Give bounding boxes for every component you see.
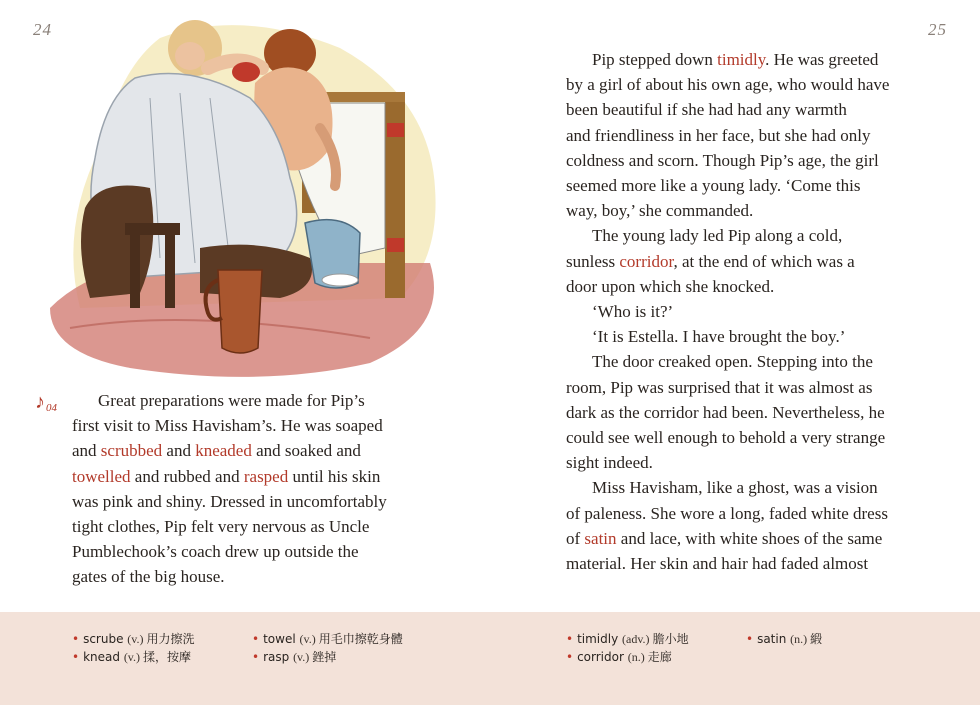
- vocabulary-word: satin: [584, 528, 617, 548]
- text-run: and lace, with white shoes of the same: [616, 528, 883, 548]
- page-number-left: 24: [33, 20, 52, 39]
- vocabulary-word: towelled: [72, 466, 131, 486]
- text-run: Great preparations were made for Pip’s: [98, 391, 365, 410]
- glossary-word: corridor: [577, 650, 628, 664]
- text-line: [566, 501, 916, 526]
- vocabulary-word: corridor: [619, 251, 674, 271]
- text-run: and: [162, 441, 196, 461]
- text-line: [566, 72, 916, 97]
- vocabulary-word: scrubbed: [100, 441, 163, 461]
- text-run: door upon which she knocked.: [566, 276, 775, 296]
- text-run: by a girl of about his own age, who would have: [566, 75, 890, 95]
- glossary-meaning: 用毛巾擦乾身體: [318, 632, 403, 646]
- text-line: [566, 425, 916, 450]
- vocabulary-word: timidly: [717, 50, 766, 69]
- paragraph: [566, 349, 916, 475]
- audio-track-icon[interactable]: $♪_{04}$: [35, 391, 57, 414]
- text-line: [566, 400, 916, 425]
- paragraph: [566, 223, 916, 299]
- text-run: material. Her skin and hair had faded almost: [566, 554, 869, 574]
- text-line: [566, 249, 916, 274]
- glossary-meaning: 緞: [810, 632, 823, 646]
- left-page-text: [72, 388, 417, 590]
- text-run: The door creaked open. Stepping into the: [592, 352, 873, 372]
- text-run: tight clothes, Pip felt very nervous as Uncle: [72, 517, 370, 537]
- vocabulary-word: kneaded: [195, 441, 252, 461]
- text-line: [566, 223, 916, 248]
- text-line: [566, 148, 916, 173]
- bullet-icon: •: [72, 650, 80, 664]
- audio-track-number: 04: [46, 402, 57, 414]
- bullet-icon: •: [566, 650, 574, 664]
- text-line: [566, 299, 916, 324]
- text-run: ‘It is Estella. I have brought the boy.’: [592, 327, 846, 347]
- text-run: of: [566, 528, 585, 548]
- text-line: [566, 173, 916, 198]
- text-run: sunless: [566, 251, 620, 271]
- vocabulary-glossary: [0, 612, 980, 705]
- text-line: [72, 514, 417, 539]
- text-line: [72, 489, 417, 514]
- paragraph: [566, 47, 916, 223]
- text-line: [72, 464, 417, 489]
- glossary-part-of-speech: (n.): [627, 650, 648, 664]
- paragraph: [566, 299, 916, 324]
- glossary-part-of-speech: (v.): [299, 632, 319, 646]
- text-line: [72, 564, 417, 589]
- bullet-icon: •: [566, 632, 574, 646]
- glossary-part-of-speech: (adv.): [622, 632, 653, 646]
- text-run: Miss Havisham, like a ghost, was a vision: [592, 478, 878, 498]
- text-line: [566, 375, 916, 400]
- bullet-icon: •: [252, 632, 260, 646]
- text-run: until his skin: [288, 466, 381, 486]
- text-run: and: [72, 441, 101, 461]
- text-line: [566, 274, 916, 299]
- glossary-meaning: 銼掉: [312, 650, 337, 664]
- text-run: was pink and shiny. Dressed in uncomfortably: [72, 491, 387, 511]
- glossary-part-of-speech: (v.): [127, 632, 147, 646]
- glossary-entry: [566, 648, 672, 665]
- glossary-meaning: 用力擦洗: [146, 632, 195, 646]
- right-page-text: [566, 47, 916, 576]
- glossary-part-of-speech: (v.): [123, 650, 144, 664]
- text-line: [566, 349, 916, 374]
- text-line: [72, 438, 417, 463]
- paragraph: [566, 324, 916, 349]
- bullet-icon: •: [72, 632, 80, 646]
- glossary-word: timidly: [577, 632, 623, 646]
- bullet-icon: •: [746, 632, 754, 646]
- paragraph: [566, 475, 916, 576]
- text-line: [566, 526, 916, 551]
- text-run: could see well enough to behold a very strange: [566, 428, 886, 448]
- text-run: The young lady led Pip along a cold,: [592, 226, 843, 246]
- text-run: sight indeed.: [566, 453, 653, 473]
- text-line: [566, 324, 916, 349]
- text-line: [566, 198, 916, 223]
- glossary-entry: [72, 630, 195, 647]
- text-run: of paleness. She wore a long, faded white dress: [566, 503, 888, 523]
- text-line: [566, 97, 916, 122]
- text-run: seemed more like a young lady. ‘Come this: [566, 176, 861, 196]
- vocabulary-word: rasped: [243, 466, 289, 486]
- glossary-part-of-speech: (v.): [293, 650, 313, 664]
- text-run: Pip stepped down: [592, 50, 718, 69]
- text-line: [72, 539, 417, 564]
- text-line: [566, 123, 916, 148]
- text-run: gates of the big house.: [72, 567, 225, 587]
- text-run: Pumblechook’s coach drew up outside the: [72, 542, 359, 562]
- text-line: [72, 413, 417, 438]
- story-illustration: [40, 8, 440, 383]
- text-line: [566, 475, 916, 500]
- text-run: ‘Who is it?’: [592, 302, 674, 322]
- text-run: way, boy,’ she commanded.: [566, 201, 754, 221]
- glossary-entry: [566, 630, 689, 647]
- glossary-word: towel: [263, 632, 300, 646]
- glossary-word: satin: [757, 632, 791, 646]
- text-run: and rubbed and: [130, 466, 244, 486]
- glossary-meaning: 膽小地: [652, 632, 689, 646]
- text-run: , at the end of which was a: [673, 251, 855, 271]
- text-run: first visit to Miss Havisham’s. He was soaped: [72, 416, 383, 436]
- text-run: coldness and scorn. Though Pip’s age, the girl: [566, 150, 879, 170]
- text-line: [566, 450, 916, 475]
- glossary-entry: [252, 648, 336, 665]
- text-run: and friendliness in her face, but she had only: [566, 125, 871, 145]
- text-run: dark as the corridor had been. Nevertheless, he: [566, 402, 885, 422]
- text-line: [566, 551, 916, 576]
- text-run: been beautiful if she had had any warmth: [566, 100, 847, 120]
- glossary-word: knead: [83, 650, 124, 664]
- glossary-entry: [72, 648, 191, 665]
- page-number-right: 25: [928, 20, 947, 39]
- glossary-word: rasp: [263, 650, 294, 664]
- glossary-entry: [252, 630, 403, 647]
- text-line: [566, 47, 916, 72]
- glossary-meaning: 揉，按摩: [143, 650, 192, 664]
- glossary-part-of-speech: (n.): [790, 632, 811, 646]
- text-run: and soaked and: [251, 441, 361, 461]
- glossary-meaning: 走廊: [647, 650, 672, 664]
- text-run: . He was greeted: [765, 50, 879, 69]
- paragraph: [72, 388, 417, 590]
- bullet-icon: •: [252, 650, 260, 664]
- text-line: [72, 388, 417, 413]
- text-run: room, Pip was surprised that it was almost as: [566, 377, 873, 397]
- glossary-entry: [746, 630, 822, 647]
- glossary-word: scrube: [83, 632, 128, 646]
